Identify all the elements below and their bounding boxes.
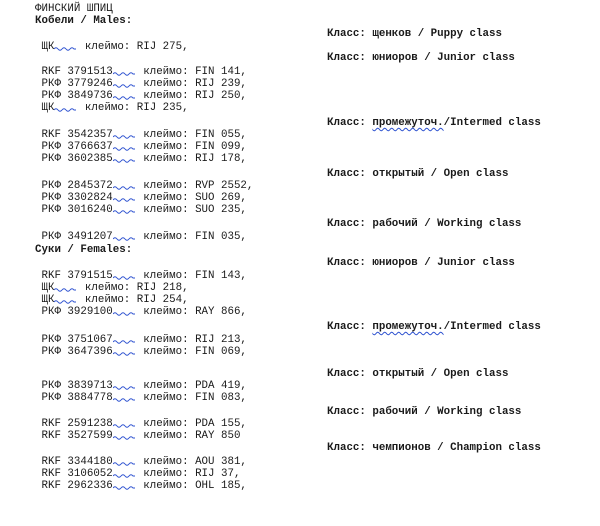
class-intermed-females [327, 321, 541, 333]
entry-brand: клеймо: RIJ 250, [136, 90, 247, 102]
entry-id: РКФ 3602385 [35, 153, 113, 165]
entry-row [35, 430, 240, 442]
entry-id: РКФ 3779246 [35, 78, 113, 90]
squiggle-mark [113, 70, 135, 76]
squiggle-mark [113, 208, 135, 214]
males-header: Кобели / Males: [35, 15, 133, 27]
entry-row [35, 129, 247, 141]
entry-id: РКФ 3849736 [35, 90, 113, 102]
entry-id: ЩК [35, 41, 55, 53]
entry-brand: клеймо: FIN 035, [136, 231, 247, 243]
class-junior-females: Класс: юниоров / Junior class [327, 257, 515, 269]
entry-id: РКФ 3766637 [35, 141, 113, 153]
entry-brand: клеймо: RIJ 275, [78, 41, 189, 53]
entry-brand: клеймо: RIJ 218, [78, 282, 189, 294]
squiggle-mark [113, 484, 135, 490]
squiggle-mark [113, 82, 135, 88]
entry-brand: клеймо: RIJ 213, [136, 334, 247, 346]
squiggle-mark [113, 157, 135, 163]
class-working-males: Класс: рабочий / Working class [327, 218, 522, 230]
entry-brand: клеймо: FIN 055, [136, 129, 247, 141]
entry-brand: клеймо: AOU 381, [136, 456, 247, 468]
squiggle-mark [113, 472, 135, 478]
entry-row [35, 282, 189, 294]
entry-id: РКФ 3839713 [35, 380, 113, 392]
entry-brand: клеймо: FIN 143, [136, 270, 247, 282]
entry-row [35, 66, 247, 78]
entry-id: РКФ 3491207 [35, 231, 113, 243]
entry-id: РКФ 3647396 [35, 346, 113, 358]
entry-brand: клеймо: PDA 155, [136, 418, 247, 430]
entry-id: РКФ 3751067 [35, 334, 113, 346]
squiggle-mark [54, 106, 76, 112]
entry-brand: клеймо: FIN 141, [136, 66, 247, 78]
squiggle-mark [113, 434, 135, 440]
class-junior-males: Класс: юниоров / Junior class [327, 52, 515, 64]
entry-brand: клеймо: RIJ 235, [78, 102, 189, 114]
class-intermed-males-suffix: /Intermed class [443, 117, 541, 129]
class-intermed-females-word: промежуточ. [372, 321, 444, 333]
squiggle-mark [54, 286, 76, 292]
squiggle-mark [113, 310, 135, 316]
squiggle-mark [113, 350, 135, 356]
entry-id: РКФ 3884778 [35, 392, 113, 404]
entry-brand: клеймо: PDA 419, [136, 380, 247, 392]
squiggle-mark [54, 45, 76, 51]
class-intermed-females-suffix: /Intermed class [443, 321, 541, 333]
entry-id: РКФ 3016240 [35, 204, 113, 216]
entry-brand: клеймо: RIJ 37, [136, 468, 241, 480]
entry-row [35, 153, 247, 165]
entry-brand: клеймо: SUO 235, [136, 204, 247, 216]
entry-brand: клеймо: RIJ 178, [136, 153, 247, 165]
entry-row [35, 204, 247, 216]
class-champion-females: Класс: чемпионов / Champion class [327, 442, 541, 454]
entry-id: RKF 2962336 [35, 480, 113, 492]
entry-row [35, 456, 247, 468]
entry-id: РКФ 3929100 [35, 306, 113, 318]
entry-row [35, 346, 247, 358]
entry-row [35, 294, 189, 306]
squiggle-mark [113, 274, 135, 280]
squiggle-mark [113, 133, 135, 139]
entry-id: RKF 3527599 [35, 430, 113, 442]
entry-brand: клеймо: RAY 866, [136, 306, 247, 318]
entry-id: RKF 2591238 [35, 418, 113, 430]
entry-brand: клеймо: FIN 069, [136, 346, 247, 358]
squiggle-mark [113, 145, 135, 151]
entry-id: РКФ 2845372 [35, 180, 113, 192]
entry-id: RKF 3791513 [35, 66, 113, 78]
document-title: ФИНСКИЙ ШПИЦ [35, 3, 113, 15]
entry-id: RKF 3344180 [35, 456, 113, 468]
entry-row [35, 270, 247, 282]
entry-id: RKF 3106052 [35, 468, 113, 480]
entry-row [35, 380, 247, 392]
entry-row [35, 78, 247, 90]
entry-id: РКФ 3302824 [35, 192, 113, 204]
entry-id: ЩК [35, 294, 55, 306]
class-working-females: Класс: рабочий / Working class [327, 406, 522, 418]
entry-brand: клеймо: RIJ 254, [78, 294, 189, 306]
entry-row [35, 480, 247, 492]
entry-row [35, 231, 247, 243]
entry-brand: клеймо: RIJ 239, [136, 78, 247, 90]
entry-row [35, 334, 247, 346]
entry-id: ЩК [35, 282, 55, 294]
entry-brand: клеймо: OHL 185, [136, 480, 247, 492]
entry-row [35, 418, 247, 430]
class-intermed-females-prefix: Класс: [327, 321, 373, 333]
entry-row [35, 102, 189, 114]
entry-row [35, 141, 247, 153]
entry-brand: клеймо: RVP 2552, [136, 180, 254, 192]
squiggle-mark [113, 338, 135, 344]
squiggle-mark [113, 184, 135, 190]
class-intermed-males [327, 117, 541, 129]
squiggle-mark [113, 384, 135, 390]
entry-id: RKF 3791515 [35, 270, 113, 282]
entry-row [35, 90, 247, 102]
entry-row [35, 306, 247, 318]
entry-id: RKF 3542357 [35, 129, 113, 141]
squiggle-mark [113, 460, 135, 466]
squiggle-mark [113, 235, 135, 241]
squiggle-mark [113, 422, 135, 428]
class-open-females: Класс: открытый / Open class [327, 368, 509, 380]
class-intermed-males-prefix: Класс: [327, 117, 373, 129]
females-header: Суки / Females: [35, 244, 133, 256]
entry-brand: клеймо: FIN 099, [136, 141, 247, 153]
entry-brand: клеймо: SUO 269, [136, 192, 247, 204]
squiggle-mark [113, 196, 135, 202]
entry-row [35, 192, 247, 204]
squiggle-mark [54, 298, 76, 304]
class-puppy-males: Класс: щенков / Puppy class [327, 28, 502, 40]
entry-row [35, 392, 247, 404]
squiggle-mark [113, 94, 135, 100]
class-intermed-males-word: промежуточ. [372, 117, 444, 129]
squiggle-mark [113, 396, 135, 402]
entry-row [35, 180, 253, 192]
entry-row [35, 41, 189, 53]
entry-row [35, 468, 240, 480]
entry-id: ЩК [35, 102, 55, 114]
entry-brand: клеймо: FIN 083, [136, 392, 247, 404]
entry-brand: клеймо: RAY 850 [136, 430, 241, 442]
class-open-males: Класс: открытый / Open class [327, 168, 509, 180]
